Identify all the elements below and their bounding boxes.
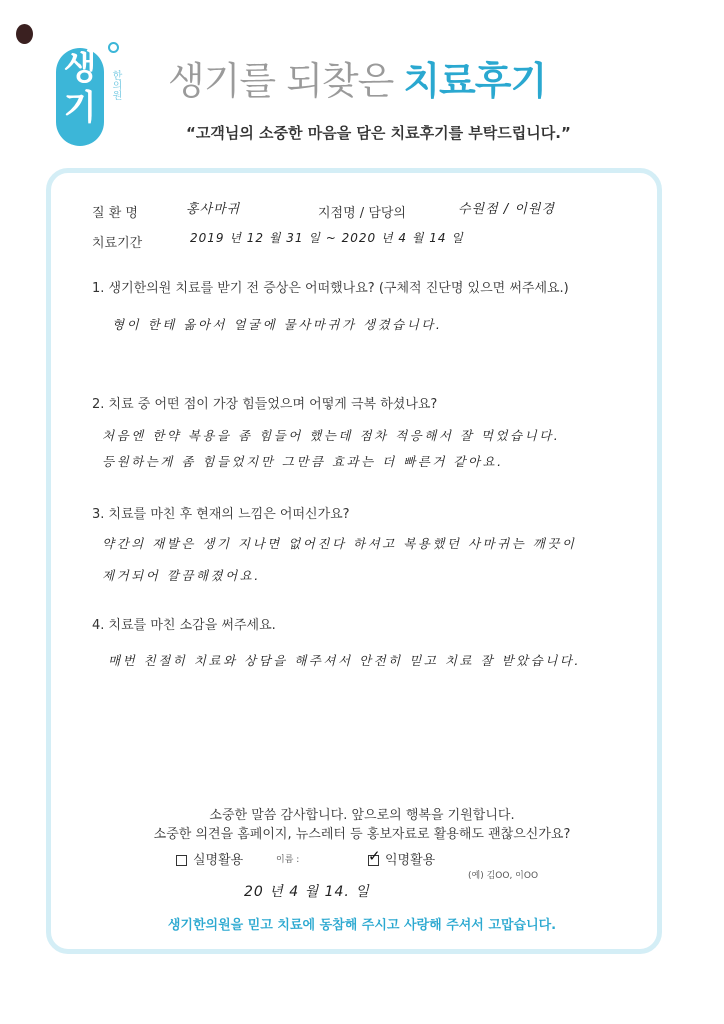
- disease-label: 질 환 명: [92, 206, 138, 221]
- example-text: (예) 김OO, 이OO: [468, 871, 539, 881]
- answer-3-line-2: 제거되어 깔끔해졌어요.: [102, 568, 261, 583]
- signature-date: 20 년 4 월 14. 일: [244, 884, 370, 900]
- footer-message: 생기한의원을 믿고 치료에 동참해 주시고 사랑해 주셔서 고맙습니다.: [167, 918, 557, 933]
- answer-3-line-1: 약간의 재발은 생기 지나면 없어진다 하셔고 복용했던 사마귀는 깨끗이: [102, 536, 577, 551]
- logo-mark: [56, 48, 104, 146]
- question-3: 3. 치료를 마친 후 현재의 느낌은 어떠신가요?: [92, 507, 350, 522]
- branch-label: 지점명 / 담당의: [318, 206, 406, 221]
- period-value: 2019 년 12 월 31 일 ~ 2020 년 4 월 14 일: [190, 231, 464, 245]
- answer-4-line-1: 매번 친절히 치료와 상담을 해주셔서 안전히 믿고 치료 잘 받았습니다.: [108, 653, 581, 668]
- real-name-label: 실명활용: [193, 853, 244, 868]
- anonymous-checkbox[interactable]: [368, 847, 381, 866]
- period-label: 치료기간: [92, 236, 143, 251]
- thanks-line-2: 소중한 의견을 홈페이지, 뉴스레터 등 홍보자료로 활용해도 괜찮으신가요?: [153, 827, 571, 842]
- question-2: 2. 치료 중 어떤 점이 가장 힘들었으며 어떻게 극복 하셨나요?: [92, 397, 438, 412]
- corner-mark: [16, 24, 33, 44]
- answer-2-line-2: 등원하는게 좀 힘들었지만 그만큼 효과는 더 빠른거 같아요.: [102, 454, 504, 469]
- anonymous-label: 익명활용: [385, 853, 436, 868]
- answer-2-line-1: 처음엔 한약 복용을 좀 힘들어 했는데 점차 적응해서 잘 먹었습니다.: [102, 428, 561, 443]
- page-subtitle: “고객님의 소중한 마음을 담은 치료후기를 부탁드립니다.”: [186, 124, 571, 142]
- title-accent: 치료후기: [403, 59, 547, 103]
- page-title: [168, 50, 546, 105]
- answer-1-line-1: 형이 한테 옮아서 얼굴에 물사마귀가 생겼습니다.: [112, 317, 443, 332]
- branch-value: 수원점 / 이원경: [458, 202, 555, 217]
- disease-value: 홍사마귀: [186, 202, 241, 217]
- logo-circle-icon: [108, 42, 119, 53]
- real-name-checkbox[interactable]: [176, 855, 187, 866]
- logo-vertical-text: 한의원: [110, 70, 121, 100]
- question-4: 4. 치료를 마친 소감을 써주세요.: [92, 618, 276, 633]
- name-label: 이름 :: [276, 855, 300, 865]
- anonymous-option[interactable]: [368, 849, 435, 868]
- check-mark-icon: ✓: [368, 847, 381, 865]
- question-1: 1. 생기한의원 치료를 받기 전 증상은 어떠했나요? (구체적 진단명 있으면 써주세요.): [92, 281, 569, 296]
- title-main: 생기를 되찾은: [168, 59, 394, 103]
- thanks-line-1: 소중한 말씀 감사합니다. 앞으로의 행복을 기원합니다.: [209, 808, 515, 823]
- logo-char-1: 생: [63, 48, 97, 88]
- logo-char-2: 기: [63, 88, 97, 128]
- real-name-option[interactable]: [176, 849, 243, 868]
